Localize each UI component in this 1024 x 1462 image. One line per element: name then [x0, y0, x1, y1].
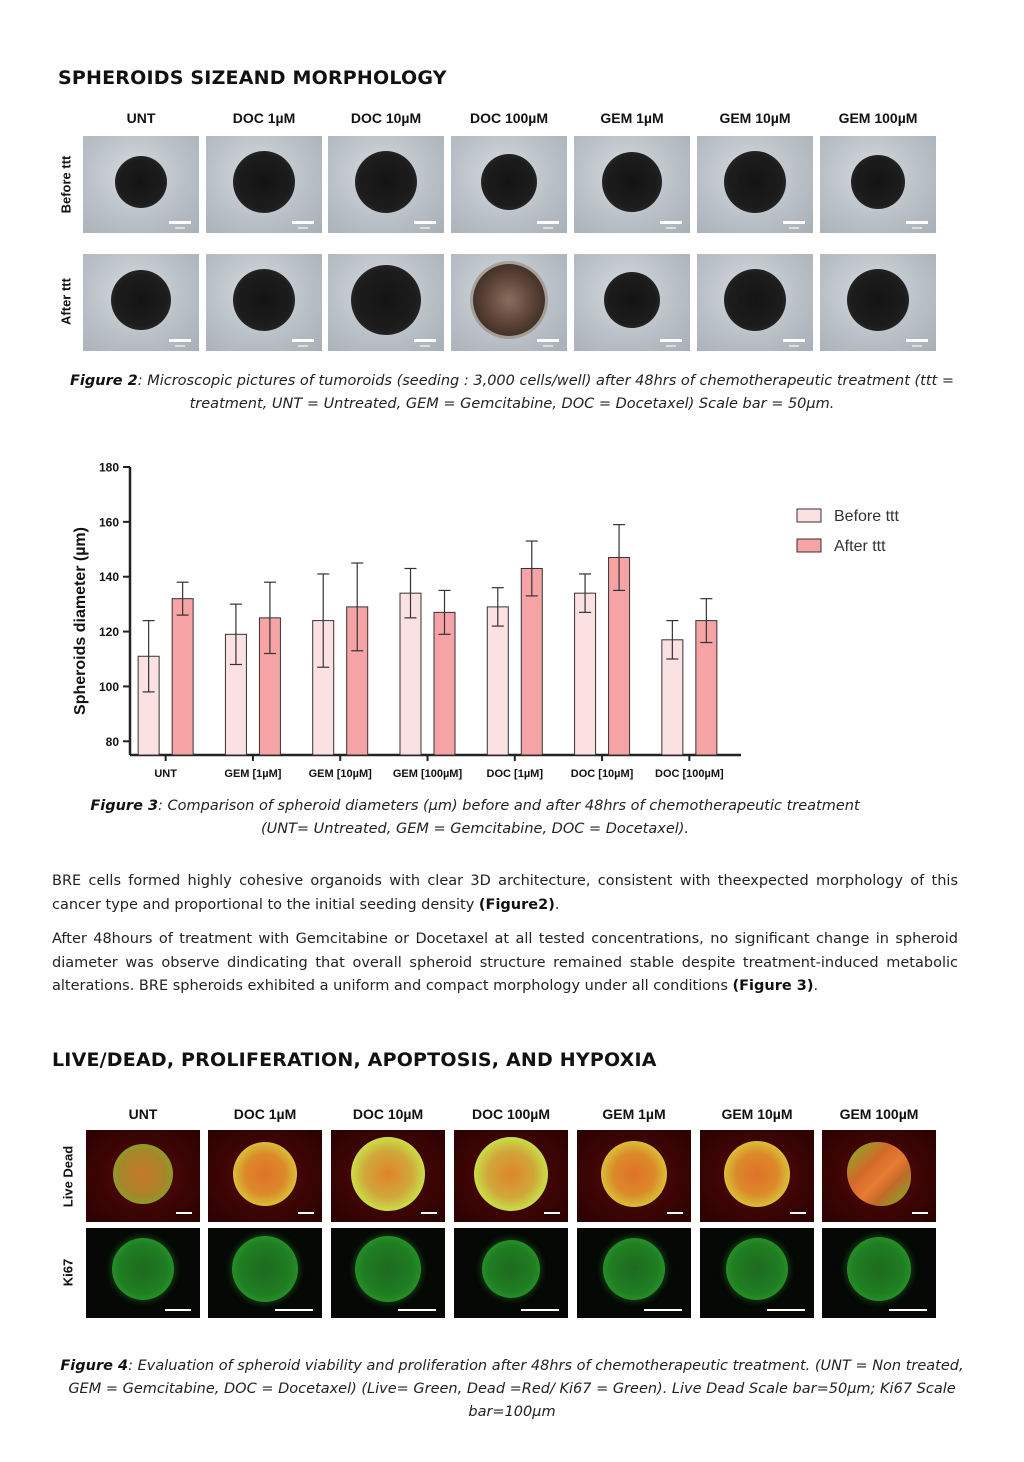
brightfield-image: [451, 254, 567, 351]
bar: [575, 593, 596, 755]
scale-bar-label: [543, 227, 553, 229]
spheroid: [604, 272, 660, 328]
stained-spheroid: [482, 1240, 540, 1298]
fig4-column-label: GEM 1µM: [602, 1106, 666, 1122]
scale-bar-label: [666, 227, 676, 229]
spheroid: [602, 152, 662, 212]
ki67-image: [208, 1228, 322, 1318]
brightfield-image: [328, 254, 444, 351]
scale-bar: [537, 221, 559, 224]
spheroid: [847, 269, 909, 331]
fig3-caption-label: Figure 3: [90, 798, 159, 814]
stained-spheroid: [603, 1238, 665, 1300]
spheroid: [473, 264, 545, 336]
fig3-caption-text: : Comparison of spheroid diameters (µm) before and after 48hrs of chemotherapeutic treatment (UNT= Untreated, GEM = Gemcitabine, DOC = Docetaxel).: [158, 798, 860, 837]
fig4-column-label: GEM 10µM: [721, 1106, 793, 1122]
scale-bar: [767, 1309, 805, 1311]
scale-bar-label: [175, 227, 185, 229]
stained-spheroid: [847, 1237, 911, 1301]
scale-bar-label: [666, 345, 676, 347]
brightfield-image: [451, 136, 567, 233]
y-tick-label: 80: [105, 734, 119, 749]
paragraph-2-text: After 48hours of treatment with Gemcitabine or Docetaxel at all tested concentrations, no significant change in spheroid diameter was observe dindicating that overall spheroid structure remained stable despite treatment-induced metabolic alterations. BRE spheroids exhibited a uniform and compact morphology under all conditions: [52, 931, 958, 994]
fig2-column-label: DOC 10µM: [350, 110, 422, 126]
legend-label: After ttt: [834, 538, 886, 555]
stained-spheroid: [351, 1137, 425, 1211]
brightfield-image: [820, 254, 936, 351]
stained-spheroid: [724, 1141, 790, 1207]
spheroid: [724, 151, 786, 213]
fig2-caption: [50, 370, 974, 416]
scale-bar: [521, 1309, 559, 1311]
legend-swatch: [797, 509, 821, 522]
brightfield-image: [697, 254, 813, 351]
brightfield-image: [574, 254, 690, 351]
fig4-column-labels: [0, 1106, 1024, 1126]
fig4-caption-text: : Evaluation of spheroid viability and proliferation after 48hrs of chemotherapeutic treatment. (UNT = Non treated, GEM = Gemcitabine, DOC = Docetaxel) (Live= Green, Dead =Red/ Ki67 = Green). Live Dead Scale bar=50µm; Ki67 Scale bar=100µm: [68, 1358, 964, 1420]
x-tick-label: GEM [10µM]: [308, 768, 372, 780]
legend-swatch: [797, 539, 821, 552]
ki67-image: [822, 1228, 936, 1318]
fig2-column-label: GEM 1µM: [600, 110, 664, 126]
brightfield-image: [820, 136, 936, 233]
live-dead-image: [577, 1130, 691, 1222]
scale-bar: [414, 339, 436, 342]
live-dead-image: [454, 1130, 568, 1222]
scale-bar: [783, 221, 805, 224]
spheroid: [355, 151, 417, 213]
stained-spheroid: [726, 1238, 788, 1300]
live-dead-image: [700, 1130, 814, 1222]
spheroid: [115, 156, 167, 208]
scale-bar-label: [543, 345, 553, 347]
paragraph-2-figure-ref: (Figure 3): [732, 978, 814, 994]
fig2-column-label: DOC 1µM: [232, 110, 296, 126]
x-tick-label: DOC [1µM]: [486, 768, 544, 780]
paragraph-2-end: .: [813, 978, 819, 994]
fig4-column-label: DOC 1µM: [233, 1106, 297, 1122]
scale-bar: [667, 1212, 683, 1214]
fig2-caption-label: Figure 2: [70, 373, 138, 389]
fig2-row-label-after: After ttt: [58, 278, 74, 325]
ki67-image: [454, 1228, 568, 1318]
paragraph-1: [52, 870, 958, 917]
fig4-caption-label: Figure 4: [60, 1358, 129, 1374]
fig2-column-label: GEM 10µM: [719, 110, 791, 126]
spheroid: [351, 265, 421, 335]
paragraph-1-text: BRE cells formed highly cohesive organoids with clear 3D architecture, consistent with theexpected morphology of this cancer type and proportional to the initial seeding density: [52, 873, 958, 913]
scale-bar: [292, 221, 314, 224]
scale-bar-label: [298, 345, 308, 347]
stained-spheroid: [233, 1142, 297, 1206]
y-axis-label: Spheroids diameter (µm): [72, 527, 89, 715]
fig2-column-label: UNT: [126, 110, 156, 126]
live-dead-image: [822, 1130, 936, 1222]
y-tick-label: 140: [98, 570, 119, 585]
scale-bar-label: [912, 345, 922, 347]
scale-bar-label: [420, 345, 430, 347]
spheroid: [233, 151, 295, 213]
scale-bar-label: [912, 227, 922, 229]
fig4-column-label: DOC 10µM: [352, 1106, 424, 1122]
scale-bar-label: [420, 227, 430, 229]
scale-bar: [644, 1309, 682, 1311]
scale-bar: [889, 1309, 927, 1311]
ki67-image: [577, 1228, 691, 1318]
fig2-caption-text: : Microscopic pictures of tumoroids (seeding : 3,000 cells/well) after 48hrs of chemotherapeutic treatment (ttt = treatment, UNT = Untreated, GEM = Gemcitabine, DOC = Docetaxel) Scale bar = 50µm.: [137, 373, 954, 412]
fig4-caption: [50, 1355, 974, 1424]
scale-bar: [912, 1212, 928, 1214]
fig4-column-label: UNT: [128, 1106, 158, 1122]
ki67-image: [86, 1228, 200, 1318]
scale-bar: [537, 339, 559, 342]
scale-bar: [414, 221, 436, 224]
fig2-column-labels: [0, 110, 1024, 130]
stained-spheroid: [847, 1142, 911, 1206]
fig2-row-label-before: Before ttt: [58, 155, 74, 214]
scale-bar: [660, 339, 682, 342]
y-tick-label: 180: [98, 460, 119, 475]
fig3-bar-chart: [60, 452, 940, 782]
scale-bar: [906, 339, 928, 342]
live-dead-image: [208, 1130, 322, 1222]
scale-bar: [169, 339, 191, 342]
spheroid: [111, 270, 171, 330]
live-dead-image: [86, 1130, 200, 1222]
brightfield-image: [206, 254, 322, 351]
live-dead-image: [331, 1130, 445, 1222]
spheroid: [481, 154, 537, 210]
y-tick-label: 160: [98, 515, 119, 530]
fig2-column-label: GEM 100µM: [838, 110, 918, 126]
ki67-image: [331, 1228, 445, 1318]
bar: [487, 607, 508, 755]
stained-spheroid: [112, 1238, 174, 1300]
scale-bar: [660, 221, 682, 224]
scale-bar: [783, 339, 805, 342]
paragraph-1-figure-ref: (Figure2): [478, 896, 555, 913]
stained-spheroid: [601, 1141, 667, 1207]
ki67-image: [700, 1228, 814, 1318]
stained-spheroid: [113, 1144, 173, 1204]
fig4-row-label-ki67: Ki67: [60, 1258, 76, 1287]
legend-label: Before ttt: [834, 508, 899, 525]
section-title-spheroids: SPHEROIDS SIZEAND MORPHOLOGY: [58, 67, 447, 89]
x-tick-label: DOC [100µM]: [655, 768, 724, 780]
stained-spheroid: [232, 1236, 298, 1302]
spheroid: [724, 269, 786, 331]
bar: [172, 599, 193, 755]
brightfield-image: [83, 254, 199, 351]
spheroid: [233, 269, 295, 331]
scale-bar: [165, 1309, 191, 1311]
fig3-caption: [80, 795, 870, 841]
stained-spheroid: [474, 1137, 548, 1211]
scale-bar: [790, 1212, 806, 1214]
fig4-row-label-live-dead: Live Dead: [60, 1145, 76, 1208]
scale-bar: [292, 339, 314, 342]
scale-bar: [398, 1309, 436, 1311]
paragraph-2: [52, 928, 958, 999]
scale-bar: [906, 221, 928, 224]
fig4-column-label: DOC 100µM: [471, 1106, 551, 1122]
x-tick-label: GEM [1µM]: [224, 768, 282, 780]
x-tick-label: GEM [100µM]: [392, 768, 463, 780]
brightfield-image: [697, 136, 813, 233]
scale-bar-label: [298, 227, 308, 229]
scale-bar: [176, 1212, 192, 1214]
brightfield-image: [574, 136, 690, 233]
scale-bar: [298, 1212, 314, 1214]
spheroid: [851, 155, 905, 209]
scale-bar: [544, 1212, 560, 1214]
brightfield-image: [83, 136, 199, 233]
scale-bar-label: [789, 345, 799, 347]
stained-spheroid: [355, 1236, 421, 1302]
y-tick-label: 100: [98, 679, 119, 694]
fig2-column-label: DOC 100µM: [469, 110, 549, 126]
x-tick-label: UNT: [154, 768, 177, 780]
scale-bar-label: [175, 345, 185, 347]
section-title-live-dead: LIVE/DEAD, PROLIFERATION, APOPTOSIS, AND HYPOXIA: [52, 1049, 657, 1071]
scale-bar-label: [789, 227, 799, 229]
brightfield-image: [328, 136, 444, 233]
scale-bar: [275, 1309, 313, 1311]
x-tick-label: DOC [10µM]: [570, 768, 634, 780]
scale-bar: [169, 221, 191, 224]
paragraph-1-end: .: [554, 896, 560, 913]
brightfield-image: [206, 136, 322, 233]
fig4-column-label: GEM 100µM: [839, 1106, 919, 1122]
y-tick-label: 120: [98, 625, 119, 640]
scale-bar: [421, 1212, 437, 1214]
